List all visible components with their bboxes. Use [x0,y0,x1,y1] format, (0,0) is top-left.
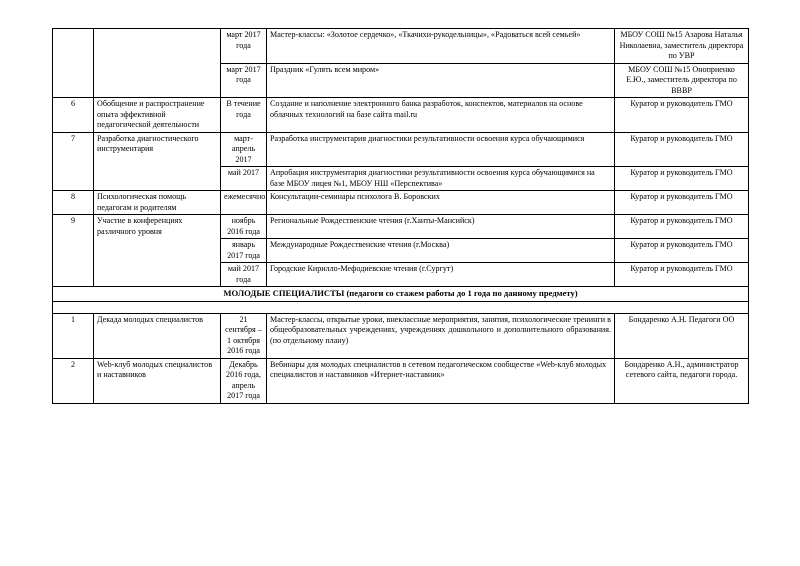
section-header-row [53,287,749,301]
cell-term: март 2017 года [221,63,267,98]
cell-term: Декабрь 2016 года, апрель 2017 года [221,358,267,403]
cell-number: 6 [53,98,94,133]
table-row [53,132,749,167]
table-row [53,98,749,133]
cell-responsible: МБОУ СОШ №15 Азарова Наталья Николаевна, заместитель директора по УВР [615,29,749,64]
cell-content: Создание и наполнение электронного банка разработок, конспектов, материалов на основе облачных технологий на базе сайта mail.ru [267,98,615,133]
cell-responsible: Куратор и руководитель ГМО [615,263,749,287]
cell-content: Мастер-классы: «Золотое сердечко», «Ткачихи-рукодельницы», «Радоваться всей семьей» [267,29,615,64]
cell-responsible: Куратор и руководитель ГМО [615,215,749,239]
spacer-cell [53,301,749,313]
cell-term: май 2017 [221,167,267,191]
cell-content: Городские Кирилло-Мефодиевские чтения (г.Сургут) [267,263,615,287]
cell-number [53,29,94,98]
cell-content: Мастер-классы, открытые уроки, внеклассные мероприятия, занятия, психологические тренинги в общеобразовательных учреждениях, учреждениях дошкольного и дополнительного образования. (по отдельному плану) [267,313,615,358]
cell-direction: Обобщение и распространение опыта эффективной педагогической деятельности [94,98,221,133]
cell-content: Региональные Рождественские чтения (г.Ханты-Мансийск) [267,215,615,239]
cell-responsible: Куратор и руководитель ГМО [615,98,749,133]
cell-content: Консультации-семинары психолога В. Боровских [267,191,615,215]
cell-content: Разработка инструментария диагностики результативности освоения курса обучающимися [267,132,615,167]
cell-number: 9 [53,215,94,287]
cell-term: ежемесячно [221,191,267,215]
cell-term: март-апрель 2017 [221,132,267,167]
cell-responsible: Куратор и руководитель ГМО [615,132,749,167]
table-row [53,358,749,403]
activity-plan-table [52,28,749,404]
table-row [53,313,749,358]
table-body [53,29,749,404]
cell-responsible: МБОУ СОШ №15 Оноприенко Е.Ю., заместитель директора по ВВВР [615,63,749,98]
cell-number: 2 [53,358,94,403]
cell-responsible: Бондаренко А.Н., администратор сетевого сайта, педагоги города. [615,358,749,403]
cell-content: Международные Рождественские чтения (г.Москва) [267,239,615,263]
cell-term: май 2017 года [221,263,267,287]
table-row [53,29,749,64]
cell-number: 7 [53,132,94,191]
spacer-row [53,301,749,313]
cell-term: В течение года [221,98,267,133]
table-row [53,191,749,215]
cell-direction [94,29,221,98]
table-row [53,215,749,239]
cell-number: 1 [53,313,94,358]
cell-direction: Декада молодых специалистов [94,313,221,358]
section-header-title: МОЛОДЫЕ СПЕЦИАЛИСТЫ (педагоги со стажем работы до 1 года по данному предмету) [53,287,749,301]
cell-direction: Психологическая помощь педагогам и родителям [94,191,221,215]
cell-responsible: Куратор и руководитель ГМО [615,239,749,263]
cell-direction: Web-клуб молодых специалистов и наставников [94,358,221,403]
cell-content: Праздник «Гулять всем миром» [267,63,615,98]
cell-direction: Разработка диагностического инструментария [94,132,221,191]
cell-term: январь 2017 года [221,239,267,263]
cell-direction: Участие в конференциях различного уровня [94,215,221,287]
cell-number: 8 [53,191,94,215]
cell-term: март 2017 года [221,29,267,64]
cell-content: Апробация инструментария диагностики результативности освоения курса обучающимися на базе МБОУ лицея №1, МБОУ НШ «Перспектива» [267,167,615,191]
cell-responsible: Куратор и руководитель ГМО [615,167,749,191]
cell-responsible: Куратор и руководитель ГМО [615,191,749,215]
cell-term: 21 сентября – 1 октября 2016 года [221,313,267,358]
cell-term: ноябрь 2016 года [221,215,267,239]
cell-responsible: Бондаренко А.Н. Педагоги ОО [615,313,749,358]
cell-content: Вебинары для молодых специалистов в сетевом педагогическом сообществе «Web-клуб молодых специалистов и наставников «Итернет-наставник» [267,358,615,403]
